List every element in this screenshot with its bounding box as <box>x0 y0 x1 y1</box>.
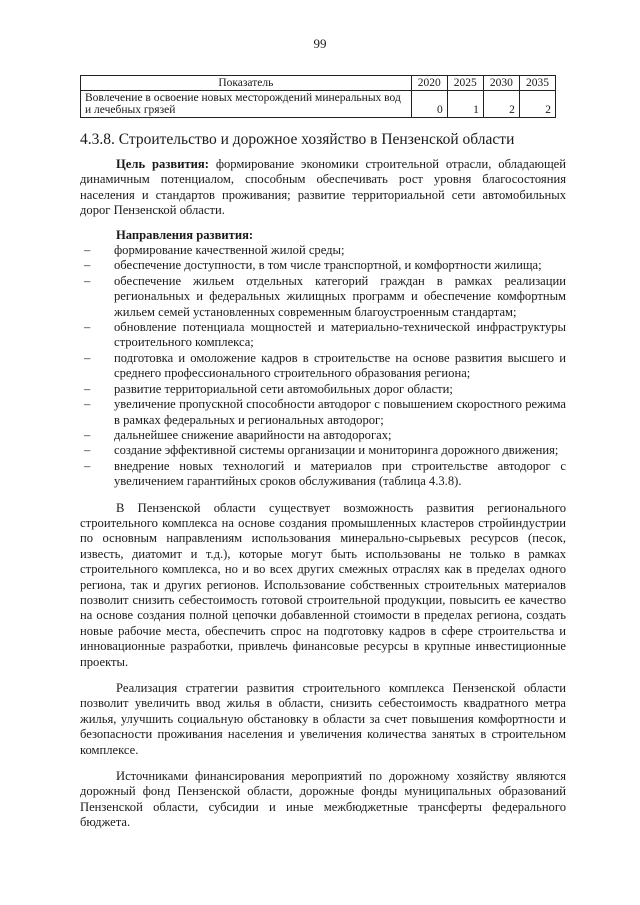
table-header-row <box>81 76 556 91</box>
body-paragraph: Источниками финансирования мероприятий по дорожному хозяйству являются дорожный фонд Пензенской области, дорожные фонды муниципальных образований Пензенской области, субсидии и иные межбюджетные трансферты федерального бюджета. <box>80 769 566 830</box>
list-dash: – <box>84 443 91 458</box>
list-item: – обеспечение жильем отдельных категорий граждан в рамках реализации региональных и федеральных жилищных программ и обеспечение комфортным жильем семей установленных современным благоустроенным стандартам; <box>84 273 566 319</box>
table-cell-label: Вовлечение в освоение новых месторождений минеральных вод и лечебных грязей <box>81 91 412 118</box>
list-item: – формирование качественной жилой среды; <box>84 243 345 258</box>
list-item: – подготовка и омоложение кадров в строительстве на основе развития высшего и среднего профессионального строительного образования региона; <box>84 350 566 381</box>
body-paragraph: В Пензенской области существует возможность развития регионального строительного комплекса на основе создания промышленных кластеров стройиндустрии по основным направлениям использования минерально-сырьевых ресурсов (песок, известь, диатомит и т.д.), которые могут быть использованы не только в рамках строительного комплекса, но и во всех других смежных отраслях как в пределах одного региона, так и других регионов. Использование собственных строительных материалов позволит снизить себестоимость готовой строительной продукции, повысить ее качество на основе создания полной цепочки добавленной стоимости в пределах региона, создать новые рабочие места, обеспечить спрос на подготовку кадров в сфере строительства и инновационные разработки, привлечь финансовые ресурсы в крупные инвестиционные проекты. <box>80 500 566 669</box>
table-header-2020: 2020 <box>411 76 447 91</box>
table-cell-value: 0 <box>411 91 447 118</box>
list-dash: – <box>84 458 91 473</box>
table-cell-value: 2 <box>483 91 519 118</box>
list-item: – увеличение пропускной способности автодорог с повышением скоростного режима в рамках федеральных и региональных автодорог; <box>84 397 566 427</box>
table-cell-value: 2 <box>519 91 555 118</box>
directions-title: Направления развития: <box>116 227 254 242</box>
list-item: – дальнейшее снижение аварийности на автодорогах; <box>84 427 392 442</box>
goal-paragraph <box>80 157 566 219</box>
table-cell-value: 1 <box>447 91 483 118</box>
list-item: – обеспечение доступности, в том числе транспортной, и комфортности жилища; <box>84 258 542 273</box>
table-header-indicator: Показатель <box>81 76 412 91</box>
list-item: – внедрение новых технологий и материалов при строительстве автодорог с увеличением гарантийных сроков обслуживания (таблица 4.3.8). <box>84 458 566 489</box>
body-paragraph: Реализация стратегии развития строительного комплекса Пензенской области позволит увеличить ввод жилья в области, снизить себестоимость квадратного метра жилья, улучшить социальную обстановку в области за счет повышения комфортности и безопасности проживания населения и увеличения количества занятых в строительном комплексе. <box>80 681 566 757</box>
list-dash: – <box>84 427 91 442</box>
table-row <box>81 91 556 118</box>
list-item: – создание эффективной системы организации и мониторинга дорожного движения; <box>84 443 559 458</box>
table-header-2025: 2025 <box>447 76 483 91</box>
list-dash: – <box>84 320 91 335</box>
goal-text: формирование экономики строительной отрасли, обладающей динамичным потенциалом, способным обеспечивать рост уровня благосостояния населения и стандартов проживания; развитие территориальной сети автомобильных дорог Пензенской области. <box>80 157 566 218</box>
section-body <box>80 157 566 831</box>
list-dash: – <box>84 258 91 273</box>
list-dash: – <box>84 350 91 365</box>
list-dash: – <box>84 381 91 396</box>
list-dash: – <box>84 397 91 412</box>
list-item: – развитие территориальной сети автомобильных дорог области; <box>84 381 453 396</box>
list-item: – обновление потенциала мощностей и материально-технической инфраструктуры строительного комплекса; <box>84 320 566 350</box>
table-header-2035: 2035 <box>519 76 555 91</box>
list-dash: – <box>84 273 91 288</box>
directions-list <box>80 243 566 490</box>
table-header-2030: 2030 <box>483 76 519 91</box>
goal-label: Цель развития: <box>116 157 209 171</box>
page-number: 99 <box>313 36 327 51</box>
list-dash: – <box>84 243 91 258</box>
indicator-table <box>80 75 556 118</box>
section-heading: 4.3.8. Строительство и дорожное хозяйство в Пензенской области <box>80 131 515 148</box>
